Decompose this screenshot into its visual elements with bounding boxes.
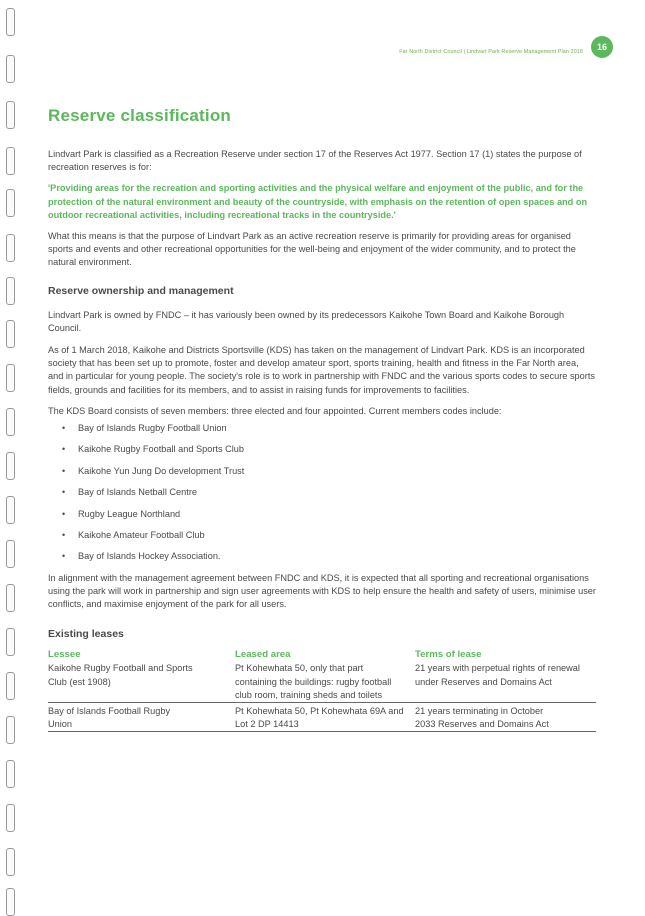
table-row: [48, 662, 596, 702]
binder-hole: [6, 496, 15, 524]
page-title: Reserve classification: [48, 106, 231, 125]
intro-paragraph: Lindvart Park is classified as a Recreation Reserve under section 17 of the Reserves Act 1977. Section 17 (1) states the purpose of recreation reserves is for:: [48, 149, 582, 173]
leases-table: [48, 649, 596, 732]
binder-hole: [6, 672, 15, 700]
list-item: • Kaikohe Yun Jung Do development Trust: [48, 465, 596, 478]
leased-area-cell: Pt Kohewhata 50, only that part containing the buildings: rugby football club room, training sheds and toilets: [235, 662, 415, 702]
binder-hole: [6, 408, 15, 436]
binder-hole: [6, 848, 15, 876]
binder-hole: [6, 804, 15, 832]
lessee-cell: Bay of Islands Football Rugby Union: [48, 703, 235, 732]
column-header-leased-area: Leased area: [235, 649, 291, 661]
binder-hole: [6, 189, 15, 217]
meaning-paragraph: What this means is that the purpose of Lindvart Park as an active recreation reserve is primarily for providing areas for organised sports and events and other recreational opportunities for the well-being and enjoyment of the wider community, and to protect the natural environment.: [48, 231, 576, 268]
binder-hole: [6, 8, 15, 36]
column-header-lessee: Lessee: [48, 649, 81, 661]
leased-area-cell: Pt Kohewhata 50, Pt Kohewhata 69A and Lot 2 DP 14413: [235, 703, 415, 732]
binder-hole: [6, 716, 15, 744]
ownership-heading: Reserve ownership and management: [48, 284, 234, 297]
binder-hole: [6, 55, 15, 83]
page-content: [48, 106, 596, 732]
management-paragraph: As of 1 March 2018, Kaikohe and Districts Sportsville (KDS) has taken on the management of Lindvart Park. KDS is an incorporated society that has been set up to promote, foster and develop amateur sport, sports training, health and fitness in the Far North area, and in particular for young people. The society's role is to work in partnership with FNDC and the various sports codes to secure sports fields, grounds and facilities for its members, and to assist in raising funds for improvements to facilities.: [48, 345, 595, 395]
page-number-badge: 16: [591, 36, 613, 58]
ownership-paragraph: Lindvart Park is owned by FNDC – it has variously been owned by its predecessors Kaikohe Town Board and Kaikohe Borough Council.: [48, 309, 565, 333]
table-row: [48, 703, 596, 732]
binder-hole: [6, 888, 15, 916]
member-codes-list: [48, 422, 596, 563]
list-item: • Kaikohe Rugby Football and Sports Club: [48, 443, 596, 456]
column-header-terms: Terms of lease: [415, 649, 482, 661]
binder-hole: [6, 540, 15, 568]
list-item: • Kaikohe Amateur Football Club: [48, 529, 596, 542]
binder-hole: [6, 760, 15, 788]
running-header: Far North District Council | Lindvart Park Reserve Management Plan 2018: [399, 49, 583, 55]
leases-heading: Existing leases: [48, 628, 124, 641]
terms-cell: 21 years with perpetual rights of renewal under Reserves and Domains Act: [415, 662, 596, 702]
binder-hole: [6, 452, 15, 480]
binder-hole: [6, 101, 15, 129]
binder-hole: [6, 364, 15, 392]
binder-hole: [6, 628, 15, 656]
list-item: • Bay of Islands Netball Centre: [48, 486, 596, 499]
list-item: • Bay of Islands Rugby Football Union: [48, 422, 596, 435]
quote-paragraph: 'Providing areas for the recreation and sporting activities and the physical welfare and enjoyment of the public, and for the protection of the natural environment and beauty of the countryside, with emphasis on the retention of open spaces and on outdoor recreational activities, including recreational tracks in the countryside.': [48, 183, 588, 220]
alignment-paragraph: In alignment with the management agreement between FNDC and KDS, it is expected that all sporting and recreational organisations using the park will work in partnership and sign user agreements with KDS to help ensure the health and safety of users, minimise user conflicts, and maximise enjoyment of the park for all users.: [48, 572, 596, 610]
binder-hole: [6, 147, 15, 175]
binder-holes: [6, 0, 18, 913]
binder-hole: [6, 584, 15, 612]
list-item: • Rugby League Northland: [48, 508, 596, 521]
binder-hole: [6, 320, 15, 348]
lessee-cell: Kaikohe Rugby Football and Sports Club (est 1908): [48, 662, 235, 702]
table-header-row: [48, 649, 596, 662]
terms-cell: 21 years terminating in October 2033 Reserves and Domains Act: [415, 703, 596, 732]
binder-hole: [6, 277, 15, 305]
board-paragraph: The KDS Board consists of seven members: three elected and four appointed. Current members codes include:: [48, 405, 502, 416]
list-item: • Bay of Islands Hockey Association.: [48, 550, 596, 563]
binder-hole: [6, 234, 15, 262]
